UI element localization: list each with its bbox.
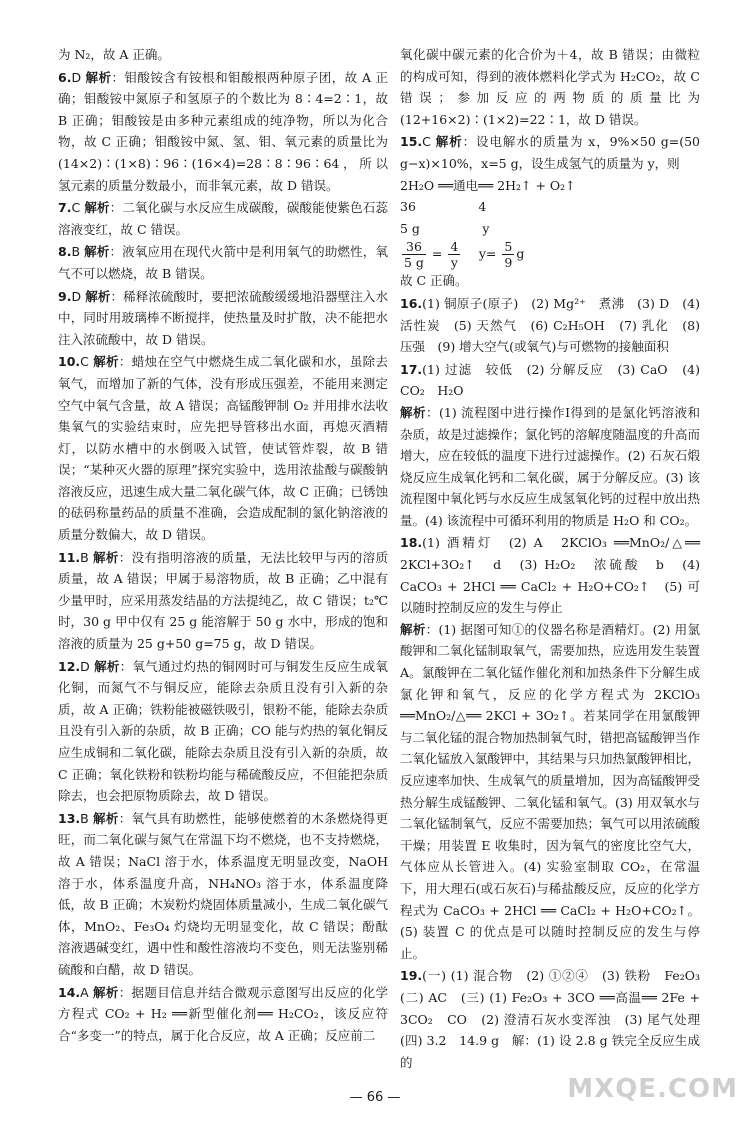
answer-18: 18.(1) 酒精灯 (2) A 2KClO₃ ══MnO₂/△══ 2KCl+3O₂↑ d (3) H₂O₂ 浓硫酸 b (4) CaCO₃ + 2HCl ══ CaCl₂ + H₂O+CO₂↑ (5) 可以随时控制反应的发生与停止 <box>400 535 700 616</box>
answer-19: 19.(一) (1) 混合物 (2) ①②④ (3) 铁粉 Fe₂O₃ (二) AC (三) (1) Fe₂O₃ + 3CO ══高温══ 2Fe + 3CO₂ CO (2) 澄清石灰水变浑浊 (3) 尾气处理 (四) 3.2 14.9 g 解：(1) 设 2.8 g 铁完全反应生成的 <box>400 968 713 1070</box>
answer-17: 17.(1) 过滤 较低 (2) 分解反应 (3) CaO (4) CO₂ H₂O <box>400 361 700 399</box>
answer-6: 6.D 解析：钼酸铵含有铵根和钼酸根两种原子团，故 A 正确；钼酸铵中氮原子和氢原子的个数比为 8∶4=2∶1，故 B 正确；钼酸铵是由多种元素组成的纯净物，所以为化合物，故 C 正确；钼酸铵中氮、氢、钼、氧元素的质量比为(14×2)∶(1×8)∶96∶(16×4)=28∶8∶96∶64，所以氢元素的质量分数最小，而非氧元素，故 D 错误。 <box>58 69 388 193</box>
answer-14: 14.A 解析：据题目信息并结合微观示意图写出反应的化学方程式 CO₂ + H₂ ══新型催化剂══ H₂CO₂，该反应符合“多变一”的特点，属于化合反应，故 A 正确；反应前二 <box>58 984 388 1043</box>
answer-7: 7.C 解析：二氧化碳与水反应生成碳酸，碳酸能使紫色石蕊溶液变红，故 C 错误。 <box>58 200 388 237</box>
equation-electrolysis: 2H₂O ══通电══ 2H₂↑ + O₂↑ <box>400 177 576 193</box>
equation-proportion: $\frac{36}{5 g}$ = $\frac{4}{y}$ y= $\frac{5}{9}$ g <box>404 239 525 271</box>
answer-16: 16.(1) 铜原子(原子) (2) Mg²⁺ 煮沸 (3) D (4) 活性炭 (5) 天然气 (6) C₂H₅OH (7) 乳化 (8) 压强 (9) 增大空气(或氧气)与可燃物的接触面积 <box>400 295 700 355</box>
answer-18-explanation: 解析：(1) 据图可知①的仪器名称是酒精灯。(2) 用氯酸钾和二氧化锰制取氧气，需要加热，应选用发生装置 A。氯酸钾在二氧化锰作催化剂和加热条件下分解生成氯化钾和氧气，反应的化学方程式为 2KClO₃ ══MnO₂/△══ 2KCl + 3O₂↑。若某同学在用氯酸钾与二氧化锰的混合物加热制氧气时，错把高锰酸钾当作二氧化锰放入氯酸钾中，其结果与只加热氯酸钾相比，反应速率加快、生成氧气的质量增加，因为高锰酸钾受热分解生成锰酸钾、二氧化锰和氧气。(3) 用双氧水与二氧化锰制氧气，反应不需要加热；氧气可以用浓硫酸干燥；用装置 E 收集时，因为氧气的密度比空气大，气体应从长管进入。(4) 实验室制取 CO₂，在常温下，用大理石(或石灰石)与稀盐酸反应，反应的化学方程式为 CaCO₃ + 2HCl ══ CaCl₂ + H₂O+CO₂↑。(5) 装置 C 的优点是可以随时控制反应的发生与停止。 <box>400 621 701 961</box>
answer-8: 8.B 解析：液氧应用在现代火箭中是利用氧气的助燃性，氧气不可以燃烧，故 B 错误。 <box>58 244 388 281</box>
answer-15-conclusion: 故 C 正确。 <box>400 273 468 289</box>
fraction: $\frac{36}{5 g}$ <box>404 239 424 271</box>
answer-9: 9.D 解析：稀释浓硫酸时，要把浓硫酸缓缓地沿器壁注入水中，同时用玻璃棒不断搅拌，使热量及时扩散，决不能把水注入浓硫酸中，故 D 错误。 <box>58 288 388 347</box>
fraction: $\frac{5}{9}$ <box>504 239 513 271</box>
answer-14-continuation: 氧化碳中碳元素的化合价为＋4，故 B 错误；由微粒的构成可知，得到的液体燃料化学式为 H₂CO₂，故 C 错误；参加反应的两物质的质量比为(12+16×2)∶(1×2)=22∶1，故 D 错误。 <box>400 47 700 127</box>
answer-continuation: 为 N₂，故 A 正确。 <box>58 47 170 62</box>
page-number: — 66 — <box>349 1090 401 1105</box>
watermark: MXQE.COM <box>567 1074 738 1104</box>
right-column <box>400 44 713 1073</box>
answer-11: 11.B 解析：没有指明溶液的质量，无法比较甲与丙的溶质质量，故 A 错误；甲属于易溶物质，故 B 正确；乙中混有少量甲时，应采用蒸发结晶的方法提纯乙，故 C 错误；t₂℃时，30 g 甲中仅有 25 g 能溶解于 50 g 水中，形成的饱和溶液的质量为 25 g+50 g=75 g，故 D 错误。 <box>58 549 388 652</box>
answer-12: 12.D 解析：氧气通过灼热的铜网时可与铜发生反应生成氧化铜，而氮气不与铜反应，能除去杂质且没有引入新的杂质，故 A 正确；铁粉能被磁铁吸引，银粉不能，能除去杂质且没有引入新的杂质，故 B 正确；CO 能与灼热的氧化铜反应生成铜和二氧化碳，能除去杂质且没有引入新的杂质，故 C 正确；氧化铁粉和铁粉均能与稀硫酸反应，不但能把杂质除去，也会把原物质除去，故 D 错误。 <box>58 658 388 804</box>
fraction: $\frac{4}{y}$ <box>450 239 459 271</box>
answer-10: 10.C 解析：蜡烛在空气中燃烧生成二氧化碳和水，虽除去氧气，而增加了新的气体，没有形成压强差，不能用来测定空气中氧气含量，故 A 错误；高锰酸钾制 O₂ 并用排水法收集氧气的实验结束时，应先把导管移出水面，再熄灭酒精灯，以防水槽中的水倒吸入试管，使试管炸裂，故 B 错误；“某种灭火器的原理”探究实验中，选用浓盐酸与碳酸钠溶液反应，迅速生成大量二氧化碳气体，故 C 正确；已锈蚀的砝码称量药品的质量不准确，会造成配制的氯化钠溶液的质量分数偏大，故 D 错误。 <box>58 354 389 543</box>
answer-17-explanation: 解析：(1) 流程图中进行操作Ⅰ得到的是氯化钙溶液和杂质，故是过滤操作；氯化钙的溶解度随温度的升高而增大，应在较低的温度下进行过滤操作。(2) 石灰石煅烧反应生成氧化钙和二氧化碳，属于分解反应。(3) 该流程图中氧化钙与水反应生成氢氧化钙的过程中放出热量。(4) 该流程中可循环利用的物质是 H₂O 和 CO₂。 <box>400 404 701 528</box>
answer-15: 15.C 解析：设电解水的质量为 x，9%×50 g=(50 g−x)×10%，x=5 g，设生成氢气的质量为 y，则 <box>400 134 700 171</box>
answer-13: 13.B 解析：氧气具有助燃性，能够使燃着的木条燃烧得更旺，而二氧化碳与氮气在常温下均不燃烧，也不支持燃烧，故 A 错误；NaCl 溶于水，体系温度无明显改变，NaOH 溶于水，体系温度升高，NH₄NO₃ 溶于水，体系温度降低，故 B 正确；木炭粉灼烧固体质量减小，生成二氧化碳气体，MnO₂、Fe₃O₄ 灼烧均无明显变化，故 C 错误；酚酞溶液遇碱变红，遇中性和酸性溶液均不变色，则无法鉴别稀硫酸和白醋，故 D 错误。 <box>58 810 388 977</box>
equation-mass-values: 5 g y <box>400 220 490 236</box>
left-column <box>58 44 388 1046</box>
equation-mass-ratio: 36 4 <box>400 199 487 215</box>
